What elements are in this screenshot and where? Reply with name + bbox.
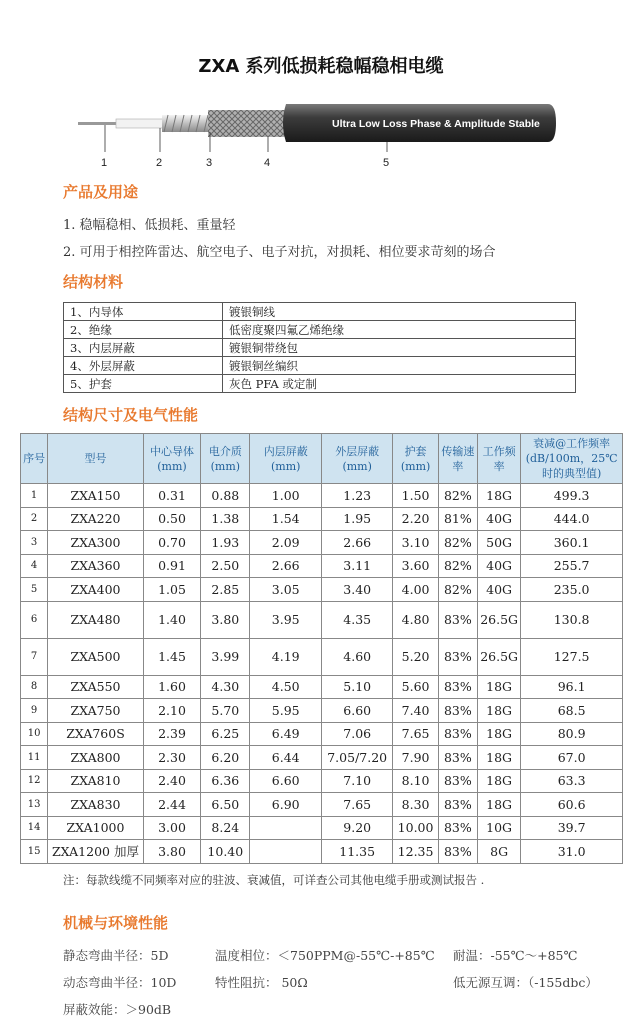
- cable-label: Ultra Low Loss Phase & Amplitude Stable: [332, 118, 540, 130]
- spec-row: [21, 746, 623, 770]
- cell-inner-shield: 2.66: [250, 554, 321, 578]
- cell-outer-shield: 1.95: [321, 507, 392, 531]
- cell-model: ZXA480: [48, 601, 144, 638]
- cell-inner: 1.05: [143, 578, 200, 602]
- cell-attenuation: 444.0: [521, 507, 623, 531]
- cell-inner: 2.40: [143, 769, 200, 793]
- cell-velocity: 83%: [438, 746, 477, 770]
- spec-row: [21, 675, 623, 699]
- callout-1: 1: [101, 157, 108, 169]
- materials-table: [63, 302, 576, 393]
- cell-model: ZXA750: [48, 699, 144, 723]
- cell-jacket: 3.60: [393, 554, 438, 578]
- inner-conductor: [78, 122, 118, 125]
- cell-outer-shield: 2.66: [321, 531, 392, 555]
- header-velocity: 传输速率: [438, 434, 477, 484]
- cell-dielectric: 2.85: [201, 578, 250, 602]
- cell-inner: 1.40: [143, 601, 200, 638]
- cell-outer-shield: 5.10: [321, 675, 392, 699]
- cell-velocity: 82%: [438, 578, 477, 602]
- cell-jacket: 7.65: [393, 722, 438, 746]
- cell-dielectric: 10.40: [201, 840, 250, 864]
- shielding-effectiveness: 屏蔽效能：＞90dB: [63, 1002, 172, 1017]
- table-note: 注：每款线缆不同频率对应的驻波、衰减值，可详查公司其他电缆手册或测试报告 .: [63, 873, 485, 887]
- cell-inner: 2.44: [143, 793, 200, 817]
- spec-row: [21, 601, 623, 638]
- cell-freq: 8G: [477, 840, 520, 864]
- cell-inner-shield: 1.00: [250, 484, 321, 508]
- cell-attenuation: 68.5: [521, 699, 623, 723]
- cell-attenuation: 235.0: [521, 578, 623, 602]
- cell-freq: 18G: [477, 746, 520, 770]
- passive-intermod: 低无源互调：（-155dbc）: [453, 975, 598, 990]
- cell-dielectric: 5.70: [201, 699, 250, 723]
- cell-idx: 13: [21, 793, 48, 817]
- temp-range: 耐温：-55℃～+85℃: [453, 948, 578, 963]
- header-freq: 工作频率: [477, 434, 520, 484]
- cell-inner: 3.80: [143, 840, 200, 864]
- cell-dielectric: 3.99: [201, 638, 250, 675]
- cell-outer-shield: 7.06: [321, 722, 392, 746]
- cell-inner: 2.10: [143, 699, 200, 723]
- cell-freq: 18G: [477, 722, 520, 746]
- cell-idx: 6: [21, 601, 48, 638]
- cell-jacket: 4.00: [393, 578, 438, 602]
- cell-model: ZXA500: [48, 638, 144, 675]
- spec-row: [21, 578, 623, 602]
- cell-dielectric: 2.50: [201, 554, 250, 578]
- cell-freq: 40G: [477, 507, 520, 531]
- cell-velocity: 83%: [438, 816, 477, 840]
- cell-inner: 0.70: [143, 531, 200, 555]
- cell-inner: 0.50: [143, 507, 200, 531]
- cell-attenuation: 96.1: [521, 675, 623, 699]
- spec-row: [21, 722, 623, 746]
- cell-inner-shield: 4.50: [250, 675, 321, 699]
- cell-attenuation: 63.3: [521, 769, 623, 793]
- cell-dielectric: 4.30: [201, 675, 250, 699]
- header-inner: 中心导体(mm): [143, 434, 200, 484]
- cell-attenuation: 130.8: [521, 601, 623, 638]
- cell-attenuation: 67.0: [521, 746, 623, 770]
- section-structure-materials: 结构材料: [63, 273, 124, 291]
- cell-jacket: 2.20: [393, 507, 438, 531]
- material-row: [64, 357, 576, 375]
- cell-inner-shield: 6.90: [250, 793, 321, 817]
- cell-attenuation: 39.7: [521, 816, 623, 840]
- cell-inner: 0.91: [143, 554, 200, 578]
- cell-model: ZXA1200 加厚: [48, 840, 144, 864]
- cell-idx: 14: [21, 816, 48, 840]
- cell-velocity: 82%: [438, 554, 477, 578]
- material-part: 2、绝缘: [64, 321, 223, 339]
- cell-attenuation: 255.7: [521, 554, 623, 578]
- material-part: 5、护套: [64, 375, 223, 393]
- cell-velocity: 83%: [438, 675, 477, 699]
- cell-model: ZXA760S: [48, 722, 144, 746]
- cell-jacket: 7.90: [393, 746, 438, 770]
- cell-inner: 3.00: [143, 816, 200, 840]
- material-row: [64, 339, 576, 357]
- cell-idx: 7: [21, 638, 48, 675]
- cell-attenuation: 60.6: [521, 793, 623, 817]
- cell-jacket: 8.10: [393, 769, 438, 793]
- product-item-2: 2. 可用于相控阵雷达、航空电子、电子对抗，对损耗、相位要求苛刻的场合: [63, 245, 496, 260]
- cell-model: ZXA800: [48, 746, 144, 770]
- cell-dielectric: 6.20: [201, 746, 250, 770]
- cell-inner-shield: 1.54: [250, 507, 321, 531]
- material-value: 灰色 PFA 或定制: [223, 375, 576, 393]
- header-inner-shield: 内层屏蔽(mm): [250, 434, 321, 484]
- cell-inner-shield: 5.95: [250, 699, 321, 723]
- spec-row: [21, 699, 623, 723]
- spec-row: [21, 484, 623, 508]
- cell-velocity: 83%: [438, 793, 477, 817]
- cell-idx: 15: [21, 840, 48, 864]
- cell-jacket: 5.20: [393, 638, 438, 675]
- material-part: 3、内层屏蔽: [64, 339, 223, 357]
- section-product-use: 产品及用途: [63, 183, 139, 201]
- cell-outer-shield: 7.10: [321, 769, 392, 793]
- cell-outer-shield: 1.23: [321, 484, 392, 508]
- cell-jacket: 1.50: [393, 484, 438, 508]
- cell-velocity: 82%: [438, 484, 477, 508]
- cell-freq: 26.5G: [477, 601, 520, 638]
- cell-dielectric: 3.80: [201, 601, 250, 638]
- cell-velocity: 83%: [438, 699, 477, 723]
- cell-freq: 18G: [477, 769, 520, 793]
- cell-model: ZXA1000: [48, 816, 144, 840]
- cell-idx: 8: [21, 675, 48, 699]
- cell-dielectric: 1.38: [201, 507, 250, 531]
- cell-dielectric: 6.50: [201, 793, 250, 817]
- cell-jacket: 7.40: [393, 699, 438, 723]
- cell-idx: 4: [21, 554, 48, 578]
- cell-model: ZXA360: [48, 554, 144, 578]
- cell-attenuation: 499.3: [521, 484, 623, 508]
- section-electrical: 结构尺寸及电气性能: [63, 406, 199, 424]
- cell-outer-shield: 4.60: [321, 638, 392, 675]
- cell-inner-shield: 3.95: [250, 601, 321, 638]
- cell-outer-shield: 6.60: [321, 699, 392, 723]
- cell-model: ZXA550: [48, 675, 144, 699]
- cell-outer-shield: 3.11: [321, 554, 392, 578]
- cell-idx: 11: [21, 746, 48, 770]
- cell-freq: 40G: [477, 578, 520, 602]
- cell-attenuation: 360.1: [521, 531, 623, 555]
- spec-row: [21, 531, 623, 555]
- cell-attenuation: 31.0: [521, 840, 623, 864]
- header-jacket: 护套(mm): [393, 434, 438, 484]
- cell-dielectric: 8.24: [201, 816, 250, 840]
- cell-jacket: 8.30: [393, 793, 438, 817]
- callout-5: 5: [383, 157, 390, 169]
- outer-shield: [208, 110, 292, 137]
- cell-inner: 1.45: [143, 638, 200, 675]
- cell-inner-shield: 6.49: [250, 722, 321, 746]
- temp-phase: 温度相位：＜750PPM@-55℃-+85℃: [215, 948, 435, 963]
- cell-velocity: 83%: [438, 638, 477, 675]
- spec-row: [21, 638, 623, 675]
- impedance: 特性阻抗： 50Ω: [215, 975, 308, 990]
- cell-inner-shield: 4.19: [250, 638, 321, 675]
- cell-outer-shield: 9.20: [321, 816, 392, 840]
- cell-model: ZXA220: [48, 507, 144, 531]
- cell-outer-shield: 7.05/7.20: [321, 746, 392, 770]
- cell-inner-shield: 6.44: [250, 746, 321, 770]
- cell-dielectric: 1.93: [201, 531, 250, 555]
- cell-freq: 18G: [477, 675, 520, 699]
- material-value: 镀银铜带绕包: [223, 339, 576, 357]
- cell-velocity: 83%: [438, 840, 477, 864]
- spec-row: [21, 769, 623, 793]
- cell-freq: 40G: [477, 554, 520, 578]
- cell-outer-shield: 4.35: [321, 601, 392, 638]
- spec-row: [21, 793, 623, 817]
- cell-idx: 5: [21, 578, 48, 602]
- cell-idx: 1: [21, 484, 48, 508]
- spec-table: [20, 433, 623, 864]
- cell-attenuation: 127.5: [521, 638, 623, 675]
- cell-velocity: 83%: [438, 722, 477, 746]
- insulation: [116, 119, 166, 128]
- cell-freq: 18G: [477, 484, 520, 508]
- cell-dielectric: 0.88: [201, 484, 250, 508]
- cell-freq: 18G: [477, 793, 520, 817]
- cell-inner: 1.60: [143, 675, 200, 699]
- section-mechanical: 机械与环境性能: [63, 914, 169, 932]
- cell-inner-shield: 3.05: [250, 578, 321, 602]
- material-value: 低密度聚四氟乙烯绝缘: [223, 321, 576, 339]
- cell-freq: 10G: [477, 816, 520, 840]
- cell-model: ZXA810: [48, 769, 144, 793]
- cell-inner-shield: [250, 840, 321, 864]
- cell-jacket: 4.80: [393, 601, 438, 638]
- product-item-1: 1. 稳幅稳相、低损耗、重量轻: [63, 218, 236, 233]
- cell-outer-shield: 11.35: [321, 840, 392, 864]
- cell-freq: 18G: [477, 699, 520, 723]
- cell-velocity: 83%: [438, 601, 477, 638]
- cell-inner-shield: [250, 816, 321, 840]
- spec-row: [21, 554, 623, 578]
- cell-model: ZXA300: [48, 531, 144, 555]
- cell-idx: 12: [21, 769, 48, 793]
- cell-velocity: 82%: [438, 531, 477, 555]
- header-outer-shield: 外层屏蔽(mm): [321, 434, 392, 484]
- header-model: 型号: [48, 434, 144, 484]
- spec-row: [21, 507, 623, 531]
- material-value: 镀银铜丝编织: [223, 357, 576, 375]
- cell-jacket: 3.10: [393, 531, 438, 555]
- cell-dielectric: 6.25: [201, 722, 250, 746]
- material-part: 1、内导体: [64, 303, 223, 321]
- cell-idx: 10: [21, 722, 48, 746]
- cell-model: ZXA830: [48, 793, 144, 817]
- cable-diagram: [70, 95, 570, 175]
- material-row: [64, 375, 576, 393]
- cell-dielectric: 6.36: [201, 769, 250, 793]
- cell-model: ZXA150: [48, 484, 144, 508]
- header-dielectric: 电介质(mm): [201, 434, 250, 484]
- cell-velocity: 81%: [438, 507, 477, 531]
- cell-outer-shield: 7.65: [321, 793, 392, 817]
- callout-4: 4: [264, 157, 271, 169]
- spec-header-row: [21, 434, 623, 484]
- cell-inner-shield: 6.60: [250, 769, 321, 793]
- cell-jacket: 10.00: [393, 816, 438, 840]
- material-value: 镀银铜线: [223, 303, 576, 321]
- cell-jacket: 12.35: [393, 840, 438, 864]
- spec-row: [21, 816, 623, 840]
- callout-3: 3: [206, 157, 213, 169]
- cell-inner: 2.39: [143, 722, 200, 746]
- spec-row: [21, 840, 623, 864]
- dynamic-bend-radius: 动态弯曲半径：10D: [63, 975, 177, 990]
- callout-2: 2: [156, 157, 163, 169]
- cell-freq: 50G: [477, 531, 520, 555]
- material-row: [64, 321, 576, 339]
- header-attenuation: 衰减@工作频率(dB/100m，25℃时的典型值): [521, 434, 623, 484]
- material-part: 4、外层屏蔽: [64, 357, 223, 375]
- cell-velocity: 83%: [438, 769, 477, 793]
- material-row: [64, 303, 576, 321]
- cell-model: ZXA400: [48, 578, 144, 602]
- cell-freq: 26.5G: [477, 638, 520, 675]
- cell-outer-shield: 3.40: [321, 578, 392, 602]
- cell-jacket: 5.60: [393, 675, 438, 699]
- cell-inner-shield: 2.09: [250, 531, 321, 555]
- static-bend-radius: 静态弯曲半径：5D: [63, 948, 169, 963]
- cell-idx: 9: [21, 699, 48, 723]
- cell-inner: 2.30: [143, 746, 200, 770]
- cell-idx: 3: [21, 531, 48, 555]
- header-idx: 序号: [21, 434, 48, 484]
- cell-attenuation: 80.9: [521, 722, 623, 746]
- page-title: ZXA 系列低损耗稳幅稳相电缆: [198, 56, 444, 77]
- cell-idx: 2: [21, 507, 48, 531]
- cell-inner: 0.31: [143, 484, 200, 508]
